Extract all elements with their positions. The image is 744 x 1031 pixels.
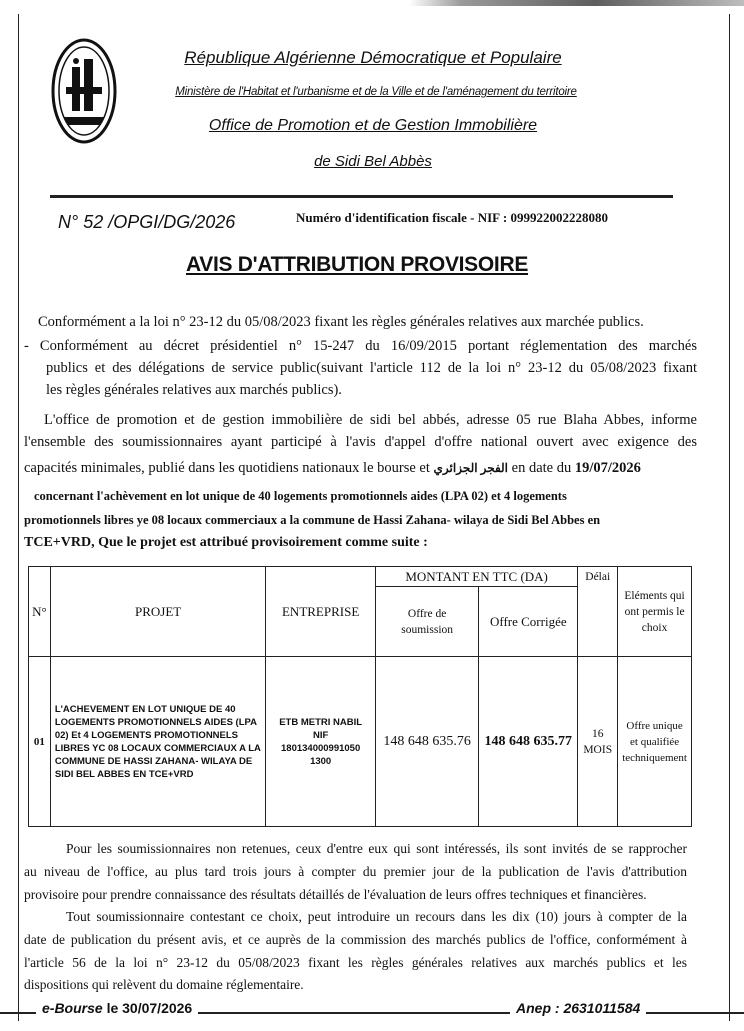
intro-line-6: l'ensemble des soumissionnaires ayant participé à l'avis d'appel d'offre national ouvert avec exigence des xyxy=(24,434,697,450)
intro-line-7 xyxy=(24,457,641,479)
row-offre-soumission: 148 648 635.76 xyxy=(375,657,478,827)
republic-heading: République Algérienne Démocratique et Populaire xyxy=(184,48,562,67)
publication-date: 19/07/2026 xyxy=(574,460,641,476)
header-montant: MONTANT EN TTC (DA) xyxy=(375,567,577,587)
header-projet: PROJET xyxy=(50,567,265,657)
header-entreprise: ENTREPRISE xyxy=(266,567,376,657)
office-heading: Office de Promotion et de Gestion Immobilière xyxy=(208,117,538,134)
row-entreprise: ETB METRI NABIL NIF 180134000991050​1300 xyxy=(266,657,376,827)
row-offre-corrigee: 148 648 635.77 xyxy=(479,657,578,827)
page-title: AVIS D'ATTRIBUTION PROVISOIRE xyxy=(186,253,529,276)
opgi-logo-icon xyxy=(50,37,118,145)
intro-line-9: promotionnels libres ye 08 locaux commerciaux a la commune de Hassi Zahana- wilaya de Sidi Bel Abbes en xyxy=(24,513,601,527)
city-heading: de Sidi Bel Abbès xyxy=(314,153,432,170)
closing-p1-line1: Pour les soumissionnaires non retenues, ceux d'entre eux qui sont intéressés, ils sont invités de se rapprocher xyxy=(66,841,687,856)
intro-line-8: concernant l'achèvement en lot unique de 40 logements promotionnels aides (LPA 02) et 4 logements xyxy=(34,489,567,503)
closing-p2-line1: Tout soumissionnaire contestant ce choix, peut introduire un recours dans les dix (10) jours à compter de la xyxy=(66,909,687,924)
intro-line-7-text: capacités minimales, publié dans les quotidiens nationaux le bourse et xyxy=(24,460,430,476)
closing-p1-line2: au niveau de l'office, au plus tard trois jours à compter du premier jour de la publication de l'avis d'attribution xyxy=(24,864,687,879)
row-elements: Offre unique et qualifiée techniquement xyxy=(618,657,692,827)
intro-line-4: les règles générales relatives aux marchés publics). xyxy=(46,382,342,398)
footer-source-name: e-Bourse xyxy=(42,1000,103,1016)
header-delai: Délai xyxy=(578,567,618,657)
closing-p1-line3: provisoire pour prendre connaissance des résultats détaillés de l'évaluation de leurs offres techniques et financières. xyxy=(24,887,647,902)
closing-p2-line4: dispositions qui relèvent du domaine réglementaire. xyxy=(24,977,304,992)
header-offre-soumission: Offre de soumission xyxy=(375,587,478,657)
arabic-newspaper: الفجر الجزائري xyxy=(433,461,509,475)
scan-edge xyxy=(0,0,744,6)
footer-date: le 30/07/2026 xyxy=(106,1000,193,1016)
row-projet: L'ACHEVEMENT EN LOT UNIQUE DE 40 LOGEMENTS PROMOTIONNELS AIDES (LPA 02) Et 4 LOGEMENTS PROMOTIONNELS LIBRES YC 08 LOCAUX COMMERCIAUX A LA COMMUNE DE HASSI ZAHANA- WILAYA DE SIDI BEL ABBES EN TCE+VRD xyxy=(50,657,265,827)
attribution-table xyxy=(28,566,692,827)
intro-line-10: TCE+VRD, Que le projet est attribué provisoirement comme suite : xyxy=(24,535,428,550)
row-delai: 16 MOIS xyxy=(578,657,618,827)
table-row xyxy=(29,657,692,827)
intro-line-2: - Conformément au décret présidentiel n° 15-247 du 16/09/2015 portant réglementation des marchés xyxy=(24,338,697,354)
header-num: N° xyxy=(29,567,51,657)
footer-anep: Anep : 2631011584 xyxy=(510,1000,646,1016)
closing-p2-line2: date de publication du présent avis, et ce auprès de la commission des marchés publics de l'office, conformément à xyxy=(24,932,687,947)
fiscal-id: Numéro d'identification fiscale - NIF : 099922002228080 xyxy=(296,210,608,225)
intro-line-1: Conformément a la loi n° 23-12 du 05/08/2023 fixant les règles générales relatives aux marchée publics. xyxy=(38,314,644,330)
reference-number: N° 52 /OPGI/DG/2026 xyxy=(58,212,236,232)
intro-line-5: L'office de promotion et de gestion immobilière de sidi bel abbés, adresse 05 rue Blaha Abbes, informe xyxy=(44,412,697,428)
ministry-heading: Ministère de l'Habitat et l'urbanisme et de la Ville et de l'aménagement du territoire xyxy=(175,86,577,98)
header-divider xyxy=(50,195,673,198)
header-offre-corrigee: Offre Corrigée xyxy=(479,587,578,657)
intro-line-7-date-label: en date du xyxy=(511,460,572,476)
row-num: 01 xyxy=(29,657,51,827)
intro-line-3: publics et des délégations de service public(suivant l'article 112 de la loi n° 23-12 du 05/08/2023 fixant xyxy=(46,360,697,376)
header-elements: Eléments qui ont permis le choix xyxy=(618,567,692,657)
closing-p2-line3: l'article 56 de la loi n° 23-12 du 05/08/2023 fixant les règles générales relatives aux marchés publics et les xyxy=(24,955,687,970)
footer-source xyxy=(36,1000,198,1016)
